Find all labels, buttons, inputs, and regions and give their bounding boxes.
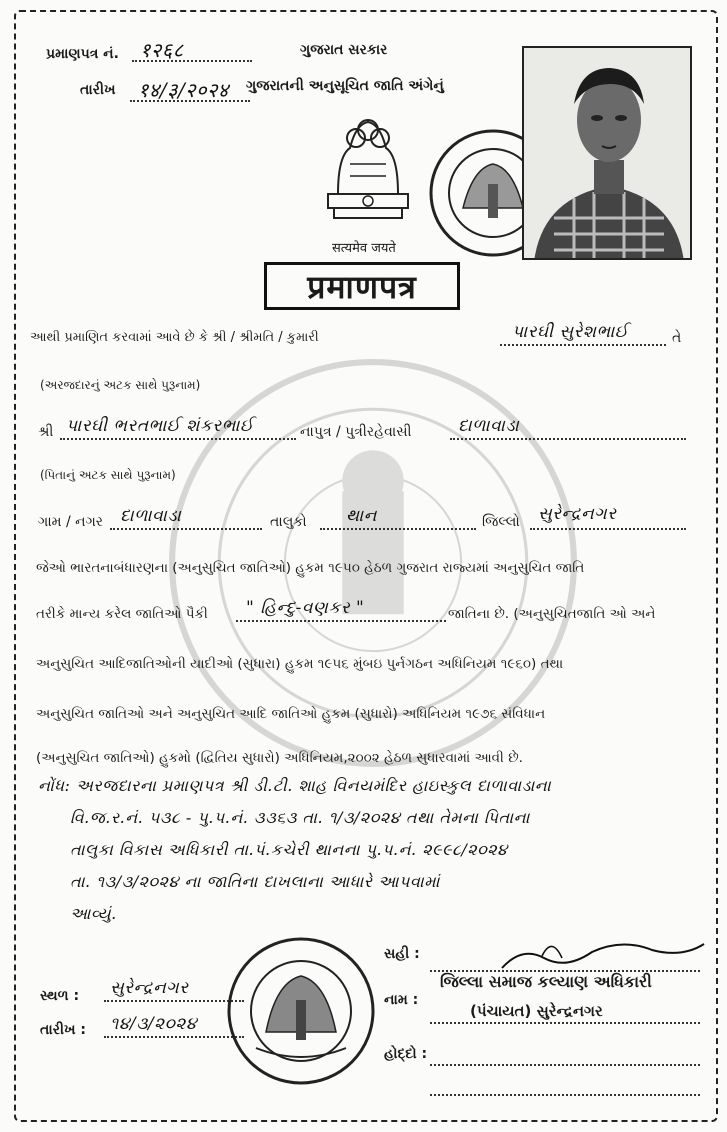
district-value: સુરેન્દ્રનગર	[538, 504, 617, 524]
body-para4: અનુસુચિત જાતિઓ અને અનુસુચિત આદિ જાતિઓ હુકમ (સુધારો) અધિનિયમ ૧૯૭૬ સંવિધાન	[36, 706, 546, 722]
date-line	[130, 100, 250, 102]
govt-label: ગુજરાત સરકાર	[300, 42, 388, 58]
officer-title-1: જિલ્લા સમાજ કલ્યાણ અધિકારી	[440, 972, 652, 991]
father-name-hint: (પિતાનું અટક સાથે પુરૂનામ)	[40, 468, 176, 482]
certificate-title: प्रमाणपत्र	[264, 262, 460, 310]
designation-line	[430, 1064, 700, 1066]
body-para1: જેઓ ભારતનાબંધારણના (અનુસુચિત જાતિઓ) હુકમ ૧૯૫૦ હેઠળ ગુજરાત રાજ્યમાં અનુસુચિત જાતિ	[36, 560, 585, 576]
taluka-value: થાન	[346, 506, 377, 526]
body-line3-mid: નાપુત્ર / પુત્રીરહેવાસી	[300, 424, 412, 440]
date-value: १४/३/२०२४	[138, 78, 229, 102]
footer-date-line	[104, 1036, 244, 1038]
applicant-photo	[522, 46, 692, 260]
ashoka-emblem-icon	[318, 104, 418, 224]
panchayat-seal-icon	[226, 936, 376, 1086]
village-value: દાળાવાડા	[120, 506, 182, 526]
note-line3: તાલુકા વિકાસ અધિકારી તા.પં.કચેરી થાનના પુ.પ.નં. ૨૯૯૮/૨૦૨૪	[70, 840, 508, 859]
body-para2-suffix: જાતિના છે. (અનુસુચિતજાતિ ઓ અને	[448, 606, 656, 622]
body-para2-prefix: તરીકે માન્ય કરેલ જાતિઓ પૈકી	[36, 606, 208, 622]
village-line	[110, 528, 262, 530]
emblem-motto: सत्यमेव जयते	[332, 241, 396, 256]
place-label: સ્થળ :	[40, 988, 80, 1004]
body-line3-prefix: શ્રી	[38, 424, 54, 440]
name-label: નામ :	[384, 992, 419, 1008]
taluka-label: તાલુકો	[270, 514, 307, 530]
note-line4: તા. ૧૩/૩/૨૦૨૪ ના જાતિના દાખલાના આધારે આપવામાં	[70, 872, 440, 891]
district-label: જિલ્લો	[482, 514, 520, 530]
place-value: સુરેન્દ્રનગર	[110, 978, 189, 998]
body-para3: અનુસુચિત આદિજાતિઓની યાદીઓ (સુધારા) હુકમ ૧૯૫૬ મુંબઇ પુર્નગઠન અધિનિયમ ૧૯૬૦) તથા	[36, 656, 564, 672]
caste-value: " હિન્દુ-વણકર "	[246, 598, 365, 618]
note-line2: વિ.જ.ર.નં. ૫૩૮ - પુ.પ.નં. ૩૩૬૩ તા. ૧/૩/૨૦૨૪ તથા તેમના પિતાના	[70, 808, 530, 827]
father-name: પારઘી ભરતભાઈ શંકરભાઈ	[66, 416, 254, 436]
place-line	[104, 1000, 244, 1002]
cert-no-line	[132, 60, 252, 62]
taluka-line	[320, 528, 476, 530]
footer-date-value: ૧૪/૩/૨૦૨૪	[110, 1014, 197, 1034]
date-label: તારીખ	[80, 82, 116, 98]
designation-label: હોદ્દો :	[384, 1046, 428, 1062]
designation-line-2	[430, 1094, 700, 1096]
applicant-name: પારઘી સુરેશભાઈ	[512, 322, 629, 342]
body-line1-prefix: આથી પ્રમાણિત કરવામાં આવે છે કે શ્રી / શ્રીમતિ / કુમારી	[30, 330, 319, 345]
district-line	[530, 528, 686, 530]
cert-no-value: १२६८	[140, 38, 184, 62]
body-line1-suffix: તે	[672, 330, 682, 346]
note-line1: નોંધ: અરજદારના પ્રમાણપત્ર શ્રી ડી.ટી. શાહ વિનયમંદિર હાઇસ્કુલ દાળાવાડાના	[38, 776, 552, 795]
name-line	[430, 1022, 700, 1024]
residence-line	[450, 438, 686, 440]
note-line5: આવ્યું.	[70, 904, 117, 923]
father-name-line	[60, 438, 296, 440]
officer-title-2: (પંચાયત) સુરેન્દ્રનગર	[470, 1002, 603, 1020]
body-para5: (અનુસુચિત જાતિઓ) હુકમો (દ્વિતિય સુધારો) અધિનિયમ,૨૦૦૨ હેઠળ સુધારવામાં આવી છે.	[36, 750, 523, 766]
name-line	[500, 344, 666, 346]
subtitle: ગુજરાતની અનુસૂચિત જાતિ અંગેનું	[246, 78, 444, 94]
village-label: ગામ / નગર	[38, 514, 104, 530]
caste-line	[236, 620, 446, 622]
footer-date-label: તારીખ :	[40, 1022, 86, 1038]
cert-no-label: પ્રમાણપત્ર નં.	[46, 46, 119, 62]
applicant-name-hint: (અરજદારનું અટક સાથે પુરૂનામ)	[40, 378, 201, 392]
sign-label: સહી :	[384, 946, 420, 962]
residence-place: દાળાવાડા	[458, 416, 520, 436]
